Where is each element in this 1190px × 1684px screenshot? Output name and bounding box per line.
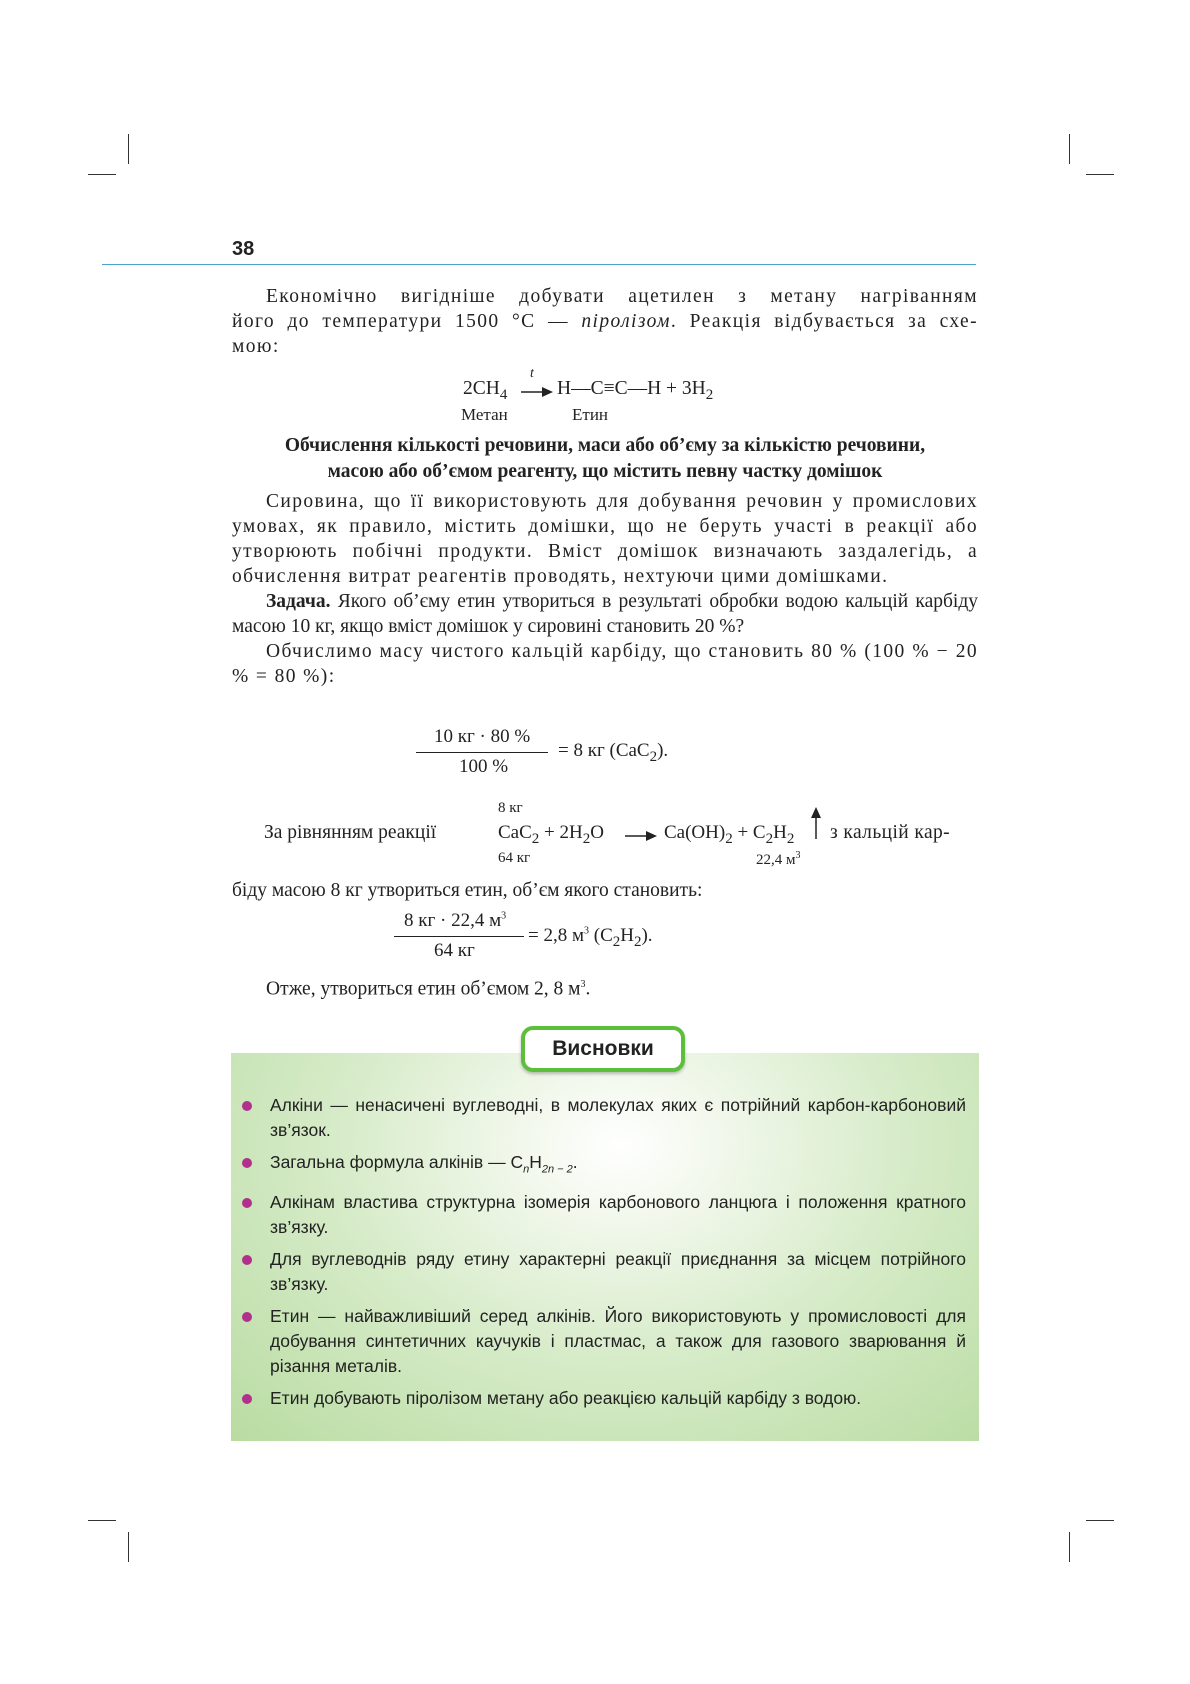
fraction-2-result: = 2,8 $м^3$ $(C_2H_2)$. xyxy=(528,925,653,950)
fraction-1-result: = 8 кг (CaC$_2$). xyxy=(558,740,669,765)
bullet-icon xyxy=(242,1312,252,1322)
crop-mark xyxy=(1069,134,1070,164)
bullet-icon xyxy=(242,1198,252,1208)
reaction-lead: За рівнянням реакції xyxy=(264,822,437,843)
list-item: Етин добувають піролізом метану або реакцією кальцій карбіду з водою. xyxy=(240,1386,966,1411)
reaction-reactants: $CaC_2 + 2H_2O$ xyxy=(498,822,604,847)
task-text: Якого об’єму етин утвориться в результаті обробки водою кальцій карбіду масою 10 кг, якщо вміст домішок у сировині становить 20 %? xyxy=(232,591,978,637)
list-item: Для вуглеводнів ряду етину характерні реакції приєднання за місцем потрійного зв’язку. xyxy=(240,1247,966,1297)
volume-below: 22,4 $м^3$ xyxy=(756,850,801,868)
answer-text: Отже, утвориться етин об’ємом 2, 8 $м^3$. xyxy=(266,978,591,1000)
crop-mark xyxy=(1086,1520,1114,1521)
calc-intro: Обчислимо масу чистого кальцій карбіду, що становить 80 % (100 % − 20 % = 80 %): xyxy=(232,641,978,687)
fraction-1-line xyxy=(416,752,548,753)
page-number: 38 xyxy=(232,238,255,260)
crop-mark xyxy=(128,134,129,164)
mass-above: 8 кг xyxy=(498,800,523,816)
reaction-arrow-icon xyxy=(624,830,658,842)
crop-mark xyxy=(1069,1532,1070,1562)
equation-product: H—C≡C—H + $3H_2$ xyxy=(557,378,714,403)
intro-paragraph xyxy=(232,284,978,359)
equation-reactant: $2CH_4$ xyxy=(463,378,508,403)
label-methane: Метан xyxy=(461,405,508,424)
section-heading-line-2: масою або об’ємом реагенту, що містить певну частку домішок xyxy=(327,461,883,482)
intro-line-3: мою: xyxy=(232,336,280,357)
fraction-1-numerator: 10 кг · 80 % xyxy=(434,726,531,747)
reaction-products: $Ca(OH)_2 + C_2H_2$ xyxy=(664,822,795,847)
raw-material-paragraph: Сировина, що її використовують для добування речовин у промислових умовах, як правило, містить домішки, що не беруть участі в реакції або утворюють побічні продукти. Вміст домішок визначають заздалегідь, а обчислення витрат реагентів проводять, нехтуючи цими домішками. xyxy=(232,491,978,587)
list-item: Алкіни — ненасичені вуглеводні, в молекулах яких є потрійний карбон-карбоновий зв’язок. xyxy=(240,1093,966,1143)
pyrolysis-term: піролізом xyxy=(581,311,671,332)
conclusions-list xyxy=(240,1093,966,1418)
fraction-2-line xyxy=(394,936,524,937)
fraction-1-denominator: 100 % xyxy=(459,756,509,777)
section-heading-line-1: Обчислення кількості речовини, маси або об’єму за кількістю речовини, xyxy=(284,435,926,456)
crop-mark xyxy=(88,1520,116,1521)
crop-mark xyxy=(1086,174,1114,175)
label-ethyne: Етин xyxy=(572,405,609,424)
fraction-2-denominator: 64 кг xyxy=(434,940,475,961)
bullet-icon xyxy=(242,1255,252,1265)
gas-arrow-icon xyxy=(810,806,822,840)
section-heading xyxy=(232,433,978,485)
list-item: Етин — найважливіший серед алкінів. Його використовують у промисловості для добування синтетичних каучуків і пластмас, а також для газового зварювання й різання металів. xyxy=(240,1304,966,1379)
reaction-trail: з кальцій кар- xyxy=(830,822,951,843)
crop-mark xyxy=(128,1532,129,1562)
condition-label: t xyxy=(530,366,534,381)
fraction-2-numerator: 8 кг · 22,4 $м^3$ xyxy=(404,910,507,931)
answer xyxy=(232,972,978,1002)
intro-line-2 xyxy=(232,309,978,334)
task-paragraph xyxy=(232,589,978,639)
reaction-continuation xyxy=(232,878,978,903)
header-rule xyxy=(102,264,976,265)
crop-mark xyxy=(88,174,116,175)
task-label: Задача. xyxy=(266,591,331,612)
list-item: Алкінам властива структурна ізомерія карбонового ланцюга і положення кратного зв’язку. xyxy=(240,1190,966,1240)
intro-text: його до температури 1500 °C — xyxy=(232,311,582,332)
bullet-icon xyxy=(242,1158,252,1168)
reaction-arrow-icon xyxy=(520,386,554,398)
intro-text: . Реакція відбувається за схе- xyxy=(670,311,978,332)
main-text xyxy=(232,489,978,689)
list-item: Загальна формула алкінів — $C_nH_{2n - 2}$. xyxy=(240,1150,966,1183)
bullet-icon xyxy=(242,1394,252,1404)
mass-below: 64 кг xyxy=(498,850,531,866)
bullet-icon xyxy=(242,1101,252,1111)
intro-line-1: Економічно вигідніше добувати ацетилен з метану нагріванням xyxy=(266,286,978,307)
continuation-text: біду масою 8 кг утвориться етин, об’єм якого становить: xyxy=(232,880,703,901)
conclusions-title: Висновки xyxy=(521,1026,685,1072)
